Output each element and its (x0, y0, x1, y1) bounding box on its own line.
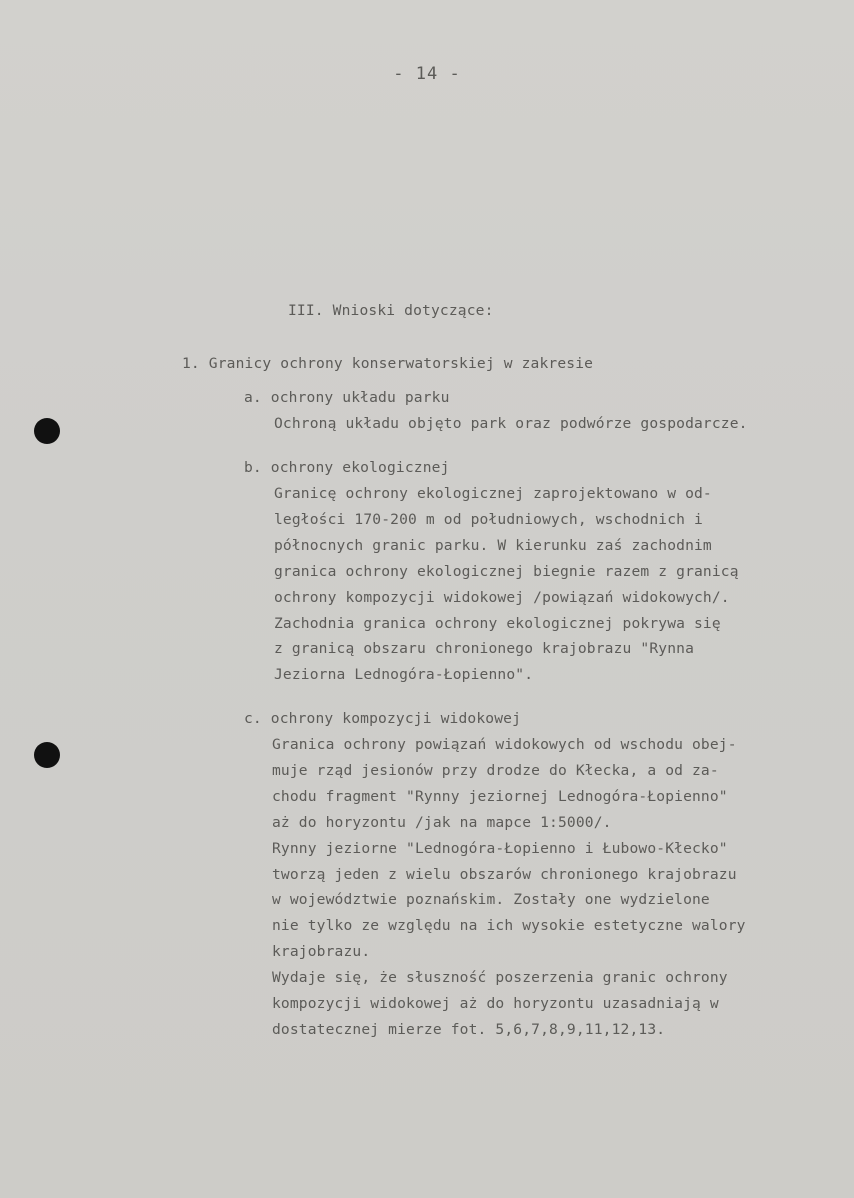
item-b-line: granica ochrony ekologicznej biegnie razem z granicą (274, 562, 739, 580)
item-c-body (272, 732, 746, 1043)
item-c-line: nie tylko ze względu na ich wysokie estetyczne walory (272, 917, 746, 935)
section-heading: III. Wnioski dotyczące: (288, 302, 494, 319)
item-a-label: a. ochrony układu parku (244, 389, 450, 406)
page-number: - 14 - (393, 64, 461, 84)
item-b-line: ległości 170-200 m od południowych, wschodnich i (274, 510, 703, 528)
item-b-line: z granicą obszaru chronionego krajobrazu "Rynna (274, 640, 695, 658)
item-c-line: Rynny jeziorne "Lednogóra-Łopienno i Łubowo-Kłecko" (272, 839, 728, 857)
item-b-line: Jeziorna Lednogóra-Łopienno". (274, 666, 534, 684)
item-c-line: dostatecznej mierze fot. 5,6,7,8,9,11,12,13. (272, 1020, 666, 1038)
item-a-line: Ochroną układu objęto park oraz podwórze gospodarcze. (274, 415, 748, 432)
item-c-line: Granica ochrony powiązań widokowych od wschodu obej- (272, 736, 737, 753)
punch-hole-top (34, 418, 60, 444)
item-c-line: muje rząd jesionów przy drodze do Kłecka, a od za- (272, 761, 719, 779)
punch-hole-bottom (34, 742, 60, 768)
item-c-line: kompozycji widokowej aż do horyzontu uzasadniają w (272, 995, 719, 1013)
item-c-label: c. ochrony kompozycji widokowej (244, 710, 522, 727)
item-a-body (274, 411, 748, 437)
item-c-line: w województwie poznańskim. Zostały one wydzielone (272, 891, 710, 909)
item-1-title: 1. Granicy ochrony konserwatorskiej w zakresie (182, 355, 594, 372)
item-c-line: krajobrazu. (272, 943, 371, 961)
item-b-label: b. ochrony ekologicznej (244, 459, 450, 476)
item-b-body (274, 481, 739, 688)
item-b-line: ochrony kompozycji widokowej /powiązań widokowych/. (274, 588, 730, 606)
item-c-line: tworzą jeden z wielu obszarów chronionego krajobrazu (272, 865, 737, 883)
item-b-line: północnych granic parku. W kierunku zaś zachodnim (274, 536, 712, 554)
item-b-line: Granicę ochrony ekologicznej zaprojektowano w od- (274, 485, 712, 502)
item-b-line: Zachodnia granica ochrony ekologicznej pokrywa się (274, 614, 721, 632)
item-c-line: chodu fragment "Rynny jeziornej Lednogóra-Łopienno" (272, 787, 728, 805)
item-c-line: Wydaje się, że słuszność poszerzenia granic ochrony (272, 969, 728, 987)
item-c-line: aż do horyzontu /jak na mapce 1:5000/. (272, 813, 612, 831)
